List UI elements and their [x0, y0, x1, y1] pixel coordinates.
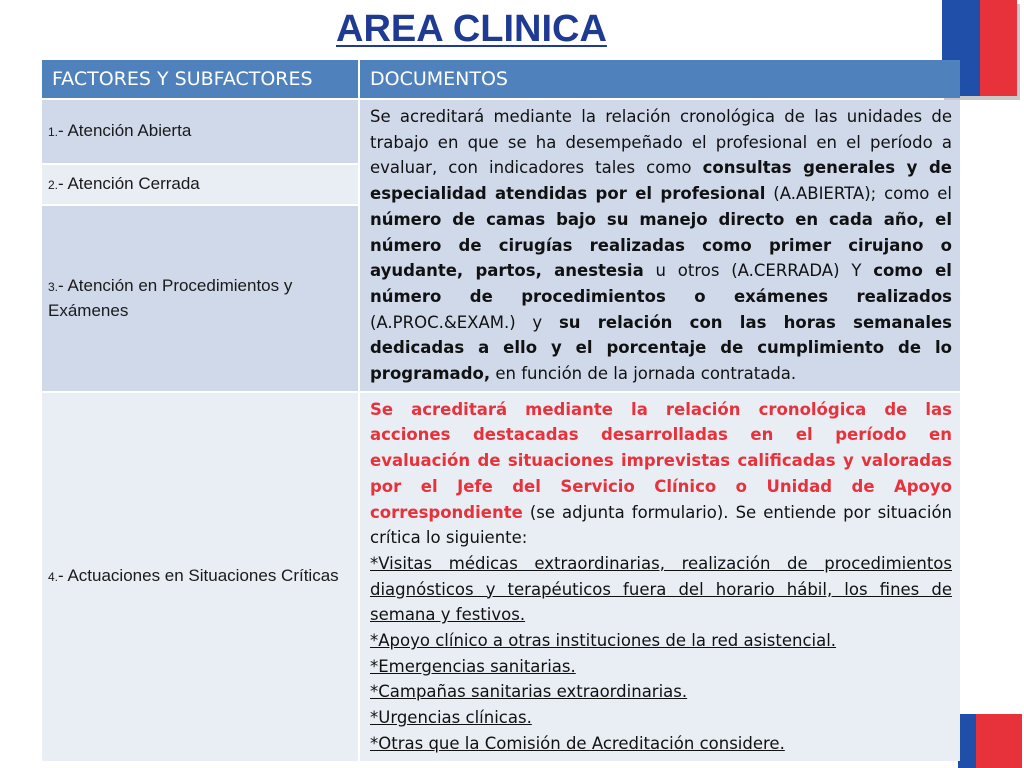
- table-header-row: [42, 60, 960, 98]
- flag-decoration-bottom: [958, 714, 1024, 768]
- list-item: *Emergencias sanitarias.: [370, 656, 576, 676]
- factor-atencion-cerrada: 2.- Atención Cerrada: [42, 165, 358, 204]
- header-factores: FACTORES Y SUBFACTORES: [42, 60, 358, 98]
- list-item: *Visitas médicas extraordinarias, realización de procedimientos diagnósticos y terapéuticos fuera del horario hábil, los fines de semana y festivos.: [370, 553, 952, 625]
- factors-table: [40, 58, 962, 763]
- documentos-situaciones-criticas-text: Se acreditará mediante la relación cronológica de las acciones destacadas desarrolladas en el período en evaluación de situaciones imprevistas calificadas y valoradas por el Jefe del Servicio Clínico o Unidad de Apoyo correspondiente (se adjunta formulario). Se entiende por situación crítica lo siguiente: *Visitas médicas extraordinarias, realización de procedimientos diagnósticos y terapéuticos fuera del horario hábil, los fines de semana y festivos. *Apoyo clínico a otras instituciones de la red asistencial. *Emergencias sanitarias. *Campañas sanitarias extraordinarias. *Urgencias clínicas. *Otras que la Comisión de Acreditación considere.: [360, 393, 960, 761]
- factor-situaciones-criticas: 4.- Actuaciones en Situaciones Críticas: [42, 393, 358, 761]
- list-item: *Otras que la Comisión de Acreditación considere.: [370, 733, 785, 753]
- page-title: AREA CLINICA: [336, 8, 607, 50]
- table-row: [42, 393, 960, 761]
- factor-atencion-abierta: 1.- Atención Abierta: [42, 100, 358, 163]
- list-item: *Urgencias clínicas.: [370, 708, 532, 728]
- table-row: [42, 100, 960, 163]
- list-item: *Campañas sanitarias extraordinarias.: [370, 682, 688, 702]
- header-documentos: DOCUMENTOS: [360, 60, 960, 98]
- list-item: *Apoyo clínico a otras instituciones de la red asistencial.: [370, 631, 837, 651]
- factor-atencion-procedimientos: 3.- Atención en Procedimientos y Exámenes: [42, 206, 358, 390]
- documentos-atencion-text: Se acreditará mediante la relación cronológica de las unidades de trabajo en que se ha desempeñado el profesional en el período a evaluar, con indicadores tales como consultas generales y de especialidad atendidas por el profesional (A.ABIERTA); como el número de camas bajo su manejo directo en cada año, el número de cirugías realizadas como primer cirujano o ayudante, partos, anestesia u otros (A.CERRADA) Y como el número de procedimientos o exámenes realizados (A.PROC.&EXAM.) y su relación con las horas semanales dedicadas a ello y el porcentaje de cumplimiento de lo programado, en función de la jornada contratada.: [360, 100, 960, 391]
